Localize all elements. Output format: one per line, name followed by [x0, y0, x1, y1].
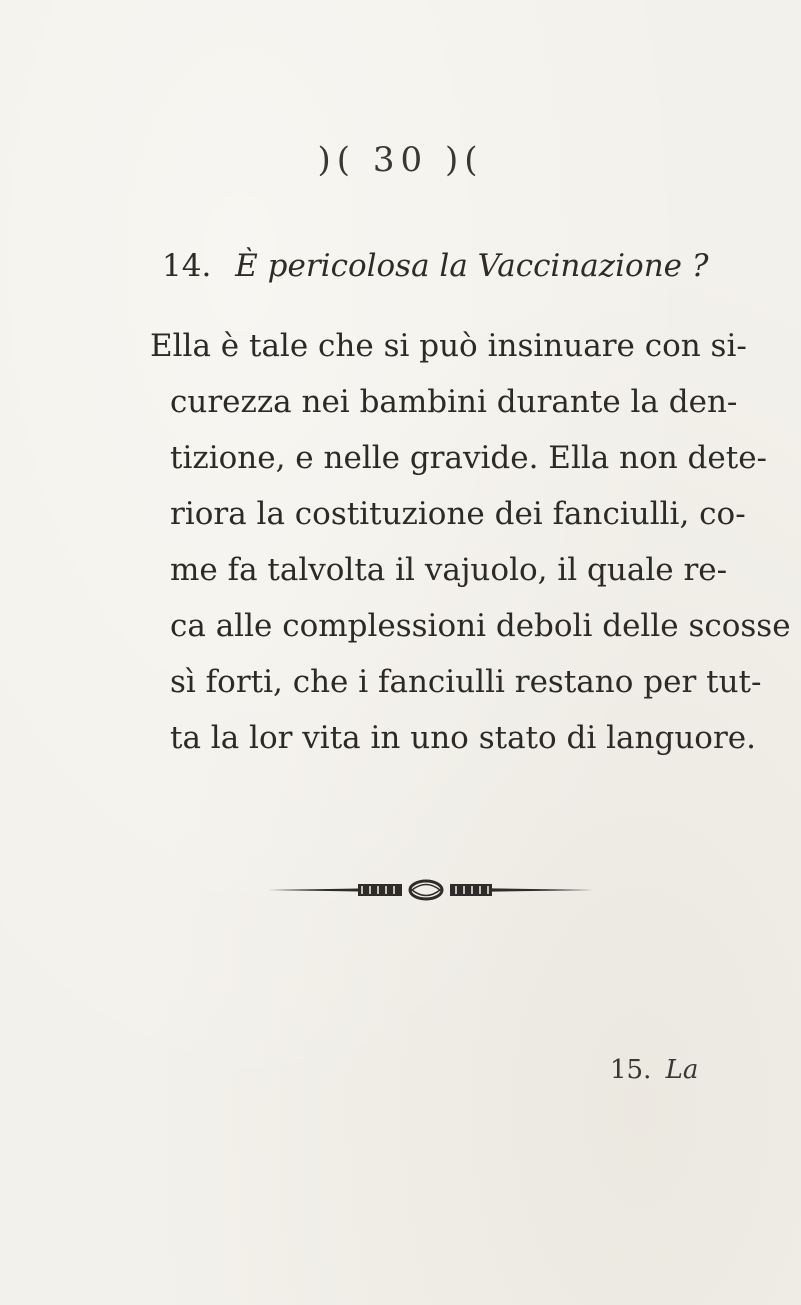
ornament-divider-icon: [266, 877, 596, 903]
text-line: Ella è tale che si può insinuare con si-: [150, 328, 747, 364]
signature-mark: 15.: [610, 1055, 652, 1085]
text-line: me fa talvolta il vajuolo, il quale re-: [170, 552, 728, 588]
text-line: tizione, e nelle gravide. Ella non dete-: [170, 440, 768, 476]
paragraph: [150, 318, 791, 766]
text-line: sì forti, che i fanciulli restano per tut-: [170, 664, 762, 700]
section-number: 14.: [162, 248, 212, 284]
section-title: È pericolosa la Vaccinazione ?: [235, 248, 709, 284]
catchword: [610, 1055, 698, 1085]
text-line: ca alle complessioni deboli delle scosse: [170, 608, 791, 644]
catchword-text: La: [665, 1055, 699, 1085]
page-number-header: )( 30 )(: [317, 140, 484, 180]
text-line: curezza nei bambini durante la den-: [170, 384, 738, 420]
section-heading: [162, 248, 708, 284]
text-line: ta la lor vita in uno stato di languore.: [170, 720, 756, 756]
text-line: riora la costituzione dei fanciulli, co-: [170, 496, 746, 532]
